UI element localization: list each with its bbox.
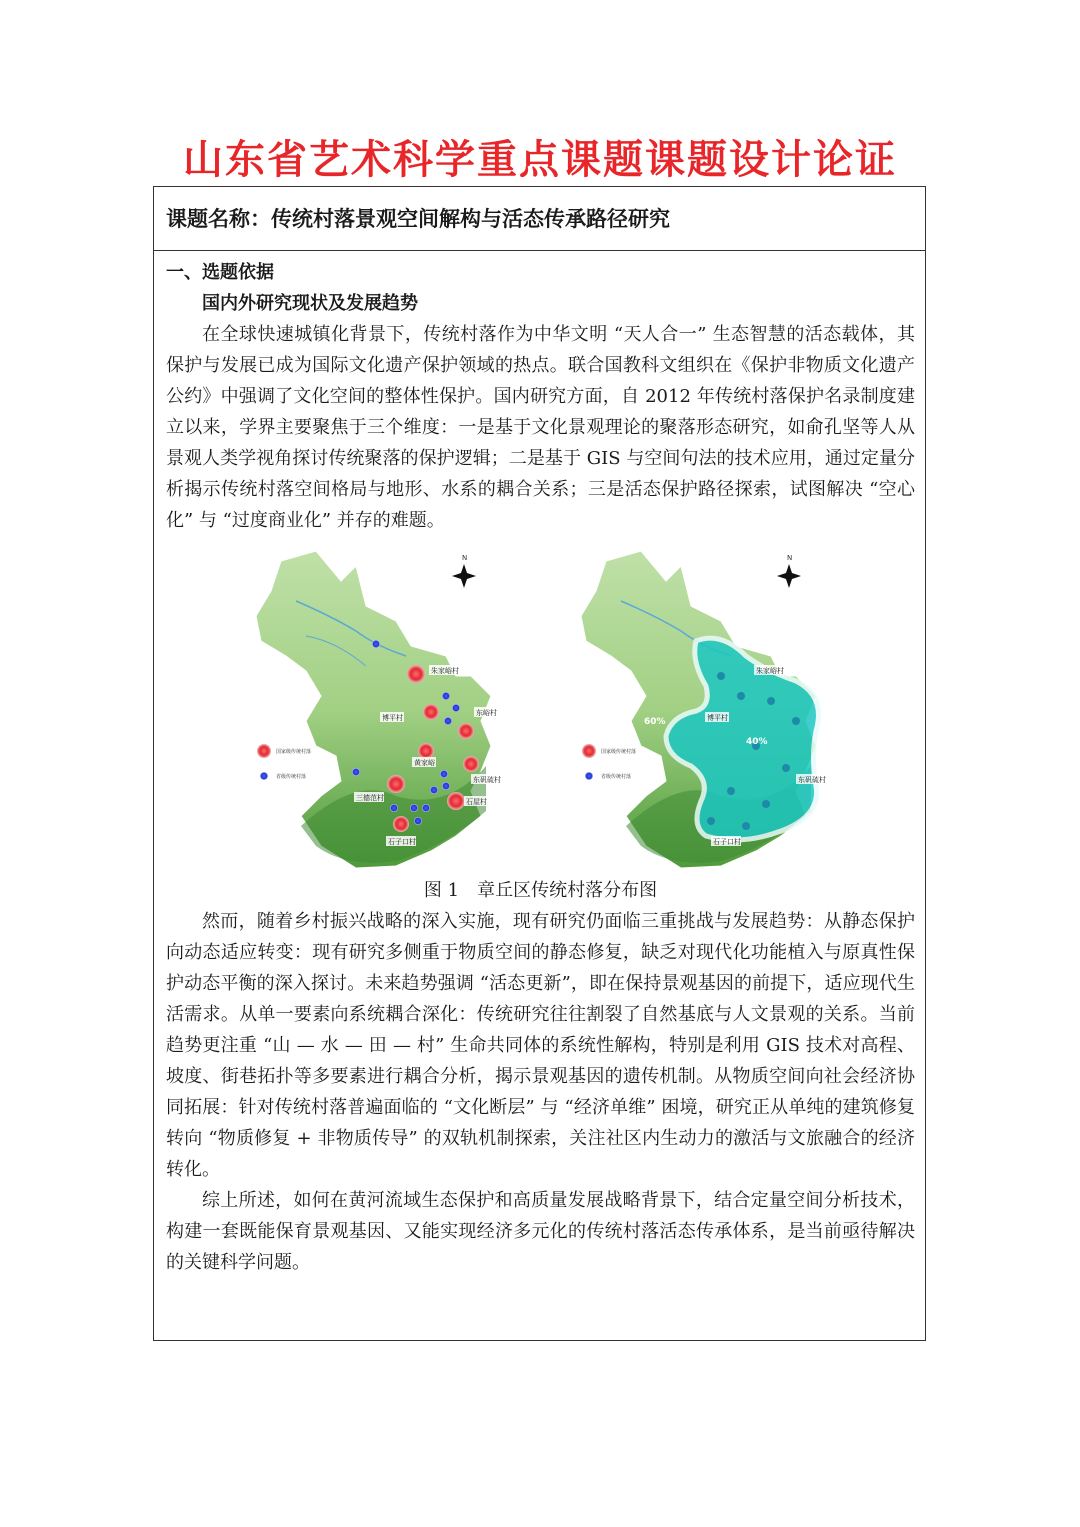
figure-maps — [166, 546, 915, 876]
document-title: 山东省艺术科学重点课题课题设计论证 — [183, 137, 897, 183]
red-dot — [423, 704, 439, 720]
village-label: 东矾硫村 — [473, 776, 501, 784]
blue-dot — [782, 764, 790, 772]
north-label: N — [787, 554, 793, 562]
paragraph-1: 在全球快速城镇化背景下，传统村落作为中华文明 “天人合一” 生态智慧的活态载体，其保护与发展已成为国际文化遗产保护领域的热点。联合国教科文组织在《保护非物质文化遗产公约》中强调了文化空间的整体性保护。国内研究方面，自 2012 年传统村落保护名录制度建立以来，学界主要聚焦于三个维度：一是基于文化景观理论的聚落形态研究，如俞孔坚等人从景观人类学视角探讨传统聚落的保护逻辑；二是基于 GIS 与空间句法的技术应用，通过定量分析揭示传统村落空间格局与地形、水系的耦合关系；三是活态保护路径探索，试图解决 “空心化” 与 “过度商业化” 并存的难题。 — [166, 324, 915, 531]
blue-dot — [440, 770, 448, 778]
village-label: 黄家峪 — [414, 759, 435, 767]
paragraph-2: 然而，随着乡村振兴战略的深入实施，现有研究仍面临三重挑战与发展趋势：从静态保护向动态适应转变：现有研究多侧重于物质空间的静态修复，缺乏对现代化功能植入与原真性保护动态平衡的深入探讨。未来趋势强调 “活态更新”，即在保持景观基因的前提下，适应现代生活需求。从单一要素向系统耦合深化：传统研究往往割裂了自然基底与人文景观的关系。当前趋势更注重 “山 — 水 — 田 — 村” 生命共同体的系统性解构，特别是利用 GIS 技术对高程、坡度、街巷拓扑等多要素进行耦合分析，揭示景观基因的遗传机制。从物质空间向社会经济协同拓展：针对传统村落普遍面临的 “文化断层” 与 “经济单维” 困境，研究正从单纯的建筑修复转向 “物质修复 + 非物质传导” 的双轨机制探索，关注社区内生动力的激活与文旅融合的经济转化。 — [166, 911, 915, 1180]
blue-dot — [737, 692, 745, 700]
form-frame — [153, 186, 926, 1341]
blue-dot — [717, 672, 725, 680]
village-label: 三德范村 — [356, 794, 384, 802]
village-label: 博平村 — [382, 714, 403, 722]
village-label: 东峪村 — [476, 709, 497, 717]
section-subheading: 国内外研究现状及发展趋势 — [202, 293, 418, 314]
blue-dot — [414, 817, 422, 825]
village-label: 石屋村 — [466, 798, 487, 806]
paragraph-3: 综上所述，如何在黄河流域生态保护和高质量发展战略背景下，结合定量空间分析技术，构建一套既能保育景观基因、又能实现经济多元化的传统村落活态传承体系，是当前亟待解决的关键科学问题。 — [166, 1190, 915, 1273]
section-heading: 一、选题依据 — [166, 262, 274, 283]
section-content — [154, 251, 925, 1278]
village-distribution-map — [246, 546, 546, 871]
legend-blue-label: 省级传统村落 — [601, 774, 632, 780]
village-cluster-map — [571, 546, 871, 871]
blue-dot — [707, 817, 715, 825]
blue-dot — [727, 787, 735, 795]
village-label: 石子口村 — [388, 838, 416, 846]
blue-dot — [452, 704, 460, 712]
north-label: N — [462, 554, 468, 562]
percent-left-label: 60% — [644, 717, 666, 727]
map-legend — [276, 748, 311, 780]
red-dot — [393, 816, 409, 832]
percent-right-label: 40% — [746, 737, 768, 747]
legend-red-label: 国家级传统村落 — [276, 749, 312, 755]
legend-blue-dot — [260, 772, 268, 780]
village-label: 朱家峪村 — [431, 667, 459, 675]
blue-dot — [442, 782, 450, 790]
red-dot — [387, 775, 405, 793]
blue-dot — [372, 640, 380, 648]
blue-dot — [390, 804, 398, 812]
blue-dot — [767, 697, 775, 705]
legend-red-label: 国家级传统村落 — [601, 749, 637, 755]
blue-dot — [442, 692, 450, 700]
village-label: 博平村 — [707, 714, 728, 722]
red-dot — [418, 743, 434, 759]
village-label: 石子口村 — [713, 838, 741, 846]
legend-blue-label: 省级传统村落 — [276, 774, 307, 780]
blue-dot — [762, 800, 770, 808]
blue-dot — [410, 804, 418, 812]
topic-name: 课题名称：传统村落景观空间解构与活态传承路径研究 — [154, 187, 925, 251]
north-arrow — [777, 554, 801, 588]
red-dot — [458, 723, 474, 739]
red-dot — [407, 665, 425, 683]
figure-caption: 图 1 章丘区传统村落分布图 — [423, 880, 658, 901]
village-label: 东矾硫村 — [798, 776, 826, 784]
legend-red-dot — [582, 744, 596, 758]
blue-dot — [444, 717, 452, 725]
red-dot — [447, 792, 465, 810]
red-dot — [463, 756, 479, 772]
legend-blue-dot — [585, 772, 593, 780]
legend-red-dot — [257, 744, 271, 758]
blue-dot — [742, 822, 750, 830]
blue-dot — [792, 717, 800, 725]
map-legend — [582, 744, 636, 780]
north-arrow — [452, 554, 476, 588]
blue-dot — [430, 786, 438, 794]
blue-dot — [422, 804, 430, 812]
village-label: 朱家峪村 — [756, 667, 784, 675]
blue-dot — [352, 768, 360, 776]
